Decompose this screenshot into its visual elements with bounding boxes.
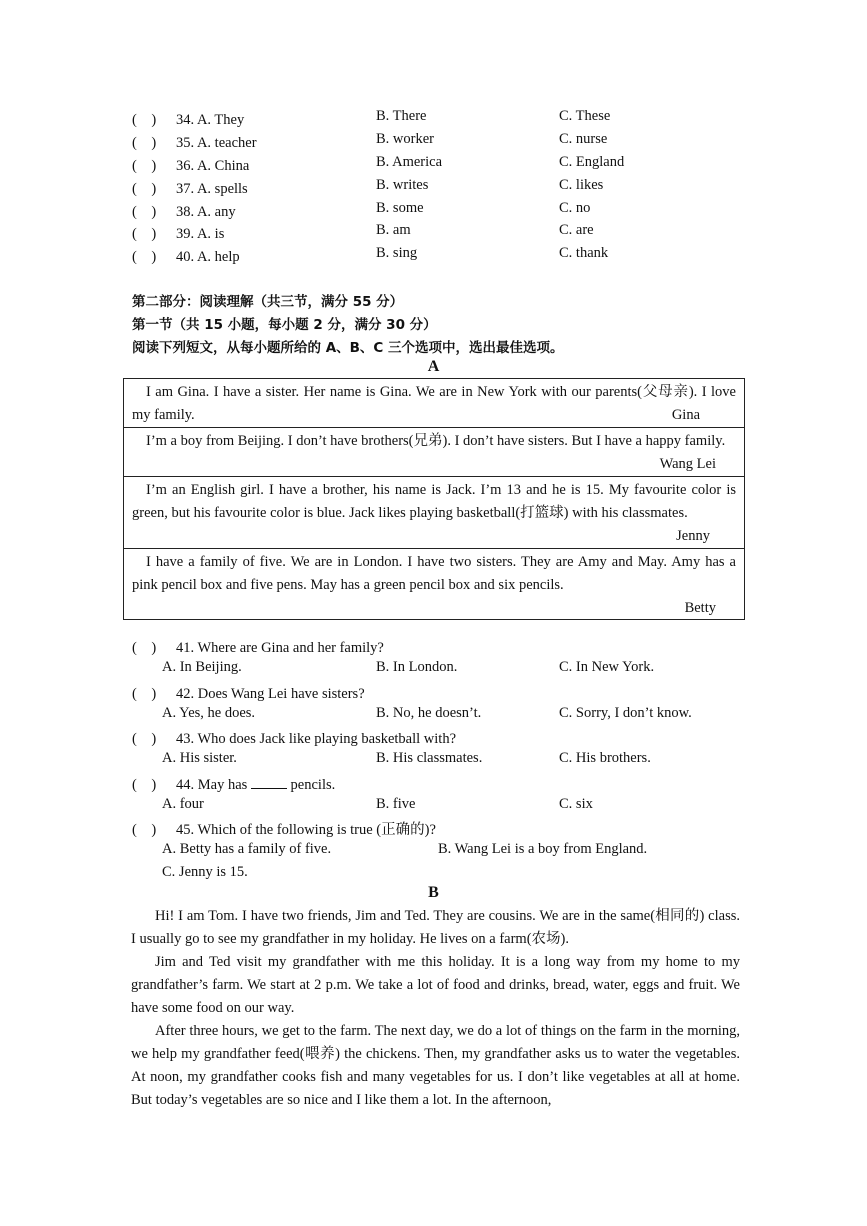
option-b: B. sing (376, 245, 418, 261)
question-number: 38. (176, 204, 195, 220)
entry-text: I’m an English girl. I have a brother, his name is Jack. I’m 13 and he is 15. My favourite color is green, but his favourite color is blue. Jack likes playing basketball(打篮球) with his classmates. (132, 482, 736, 521)
option-b: B. America (376, 154, 443, 170)
entry-wang-lei (124, 428, 744, 477)
q44-option-a: A. four (162, 796, 204, 812)
entry-gina (124, 379, 744, 428)
option-c: C. These (559, 108, 611, 124)
q41-option-c: C. In New York. (559, 659, 655, 675)
question-45 (132, 818, 436, 839)
option-c: C. are (559, 222, 594, 238)
option-b: B. worker (376, 131, 434, 147)
q45-option-a: A. Betty has a family of five. (162, 841, 332, 857)
option-b: B. some (376, 200, 424, 216)
passage-b-paragraph: Jim and Ted visit my grandfather with me this holiday. It is a long way from my home to my grandfather’s farm. We start at 2 p.m. We take a lot of food and drinks, bread, water, eggs and fruit. We have some food on our way. (131, 954, 740, 1016)
q42-option-c: C. Sorry, I don’t know. (559, 705, 692, 721)
q41-option-b: B. In London. (376, 659, 458, 675)
answer-paren: ( ) (132, 822, 157, 838)
answer-paren: ( ) (132, 158, 157, 174)
answer-paren: ( ) (132, 731, 157, 747)
part-two-heading: 第二部分：阅读理解（共三节，满分 55 分） (132, 294, 404, 310)
option-b: B. am (376, 222, 411, 238)
option-c: C. no (559, 200, 591, 216)
q42-option-b: B. No, he doesn’t. (376, 705, 482, 721)
question-stem: 43. Who does Jack like playing basketball with? (176, 731, 457, 747)
passage-b-paragraph: After three hours, we get to the farm. The next day, we do a lot of things on the farm in the morning, we help my grandfather feed(喂养) the chickens. Then, my grandfather asks us to water the vegetables. At noon, my grandfather cooks fish and many vegetables for us. I don’t like vegetables at all at home. But today’s vegetables are so nice and I like them a lot. In the afternoon, (131, 1023, 740, 1108)
option-a: A. They (196, 112, 245, 128)
answer-paren: ( ) (132, 181, 157, 197)
cloze-row-34 (132, 108, 752, 130)
q42-option-a: A. Yes, he does. (162, 705, 256, 721)
entry-signature: Wang Lei (659, 456, 716, 472)
q44-option-b: B. five (376, 796, 416, 812)
cloze-row-38 (132, 200, 752, 222)
q43-option-b: B. His classmates. (376, 750, 483, 766)
entry-betty (124, 549, 744, 619)
entry-signature: Jenny (676, 528, 710, 544)
passage-a-table (123, 378, 745, 620)
fill-blank (251, 776, 287, 789)
q43-option-a: A. His sister. (162, 750, 237, 766)
q44-option-c: C. six (559, 796, 593, 812)
passage-b-label: B (428, 884, 439, 901)
question-stem: 45. Which of the following is true (正确的)? (176, 822, 436, 838)
cloze-row-40 (132, 245, 752, 267)
answer-paren: ( ) (132, 686, 157, 702)
question-number: 40. (176, 249, 195, 265)
answer-paren: ( ) (132, 226, 157, 242)
q45-option-b: B. Wang Lei is a boy from England. (438, 841, 648, 857)
q43-option-c: C. His brothers. (559, 750, 651, 766)
question-42 (132, 682, 365, 703)
question-number: 34. (176, 112, 195, 128)
cloze-row-39 (132, 222, 752, 244)
question-stem: 42. Does Wang Lei have sisters? (176, 686, 365, 702)
passage-a-label: A (427, 358, 440, 375)
q41-option-a: A. In Beijing. (162, 659, 242, 675)
passage-b-paragraph: Hi! I am Tom. I have two friends, Jim and Ted. They are cousins. We are in the same(相同的) class. I usually go to see my grandfather in my holiday. He lives on a farm(农场). (131, 908, 740, 947)
option-a: A. is (196, 226, 225, 242)
entry-signature: Gina (671, 407, 700, 423)
option-b: B. writes (376, 177, 429, 193)
passage-b-text (131, 905, 740, 1112)
cloze-row-36 (132, 154, 752, 176)
option-c: C. England (559, 154, 625, 170)
instruction-text: 阅读下列短文，从每小题所给的 A、B、C 三个选项中，选出最佳选项。 (132, 340, 564, 356)
option-a: A. teacher (196, 135, 257, 151)
entry-text: I am Gina. I have a sister. Her name is Gina. We are in New York with our parents(父母亲). I love my family. (132, 384, 736, 423)
option-a: A. spells (196, 181, 248, 197)
option-a: A. China (196, 158, 250, 174)
entry-text: I have a family of five. We are in London. I have two sisters. They are Amy and May. Amy has a pink pencil box and five pens. May has a green pencil box and six pencils. (132, 554, 736, 593)
option-c: C. nurse (559, 131, 608, 147)
answer-paren: ( ) (132, 135, 157, 151)
question-43 (132, 727, 456, 748)
section-one-heading: 第一节（共 15 小题，每小题 2 分，满分 30 分） (132, 317, 437, 333)
question-number: 36. (176, 158, 195, 174)
option-c: C. thank (559, 245, 609, 261)
question-number: 35. (176, 135, 195, 151)
answer-paren: ( ) (132, 777, 157, 793)
option-a: A. any (196, 204, 236, 220)
question-stem-end: pencils. (290, 777, 336, 793)
answer-paren: ( ) (132, 640, 157, 656)
question-number: 37. (176, 181, 195, 197)
q45-option-c: C. Jenny is 15. (162, 864, 248, 880)
question-stem: 44. May has (176, 777, 248, 793)
question-41 (132, 636, 384, 657)
entry-jenny (124, 477, 744, 549)
cloze-row-37 (132, 177, 752, 199)
cloze-row-35 (132, 131, 752, 153)
entry-text: I’m a boy from Beijing. I don’t have brothers(兄弟). I don’t have sisters. But I have a happy family. (146, 433, 726, 449)
entry-signature: Betty (684, 600, 716, 616)
answer-paren: ( ) (132, 112, 157, 128)
option-b: B. There (376, 108, 427, 124)
question-stem: 41. Where are Gina and her family? (176, 640, 384, 656)
question-number: 39. (176, 226, 195, 242)
question-44 (132, 773, 335, 794)
answer-paren: ( ) (132, 204, 157, 220)
answer-paren: ( ) (132, 249, 157, 265)
option-a: A. help (196, 249, 240, 265)
option-c: C. likes (559, 177, 604, 193)
